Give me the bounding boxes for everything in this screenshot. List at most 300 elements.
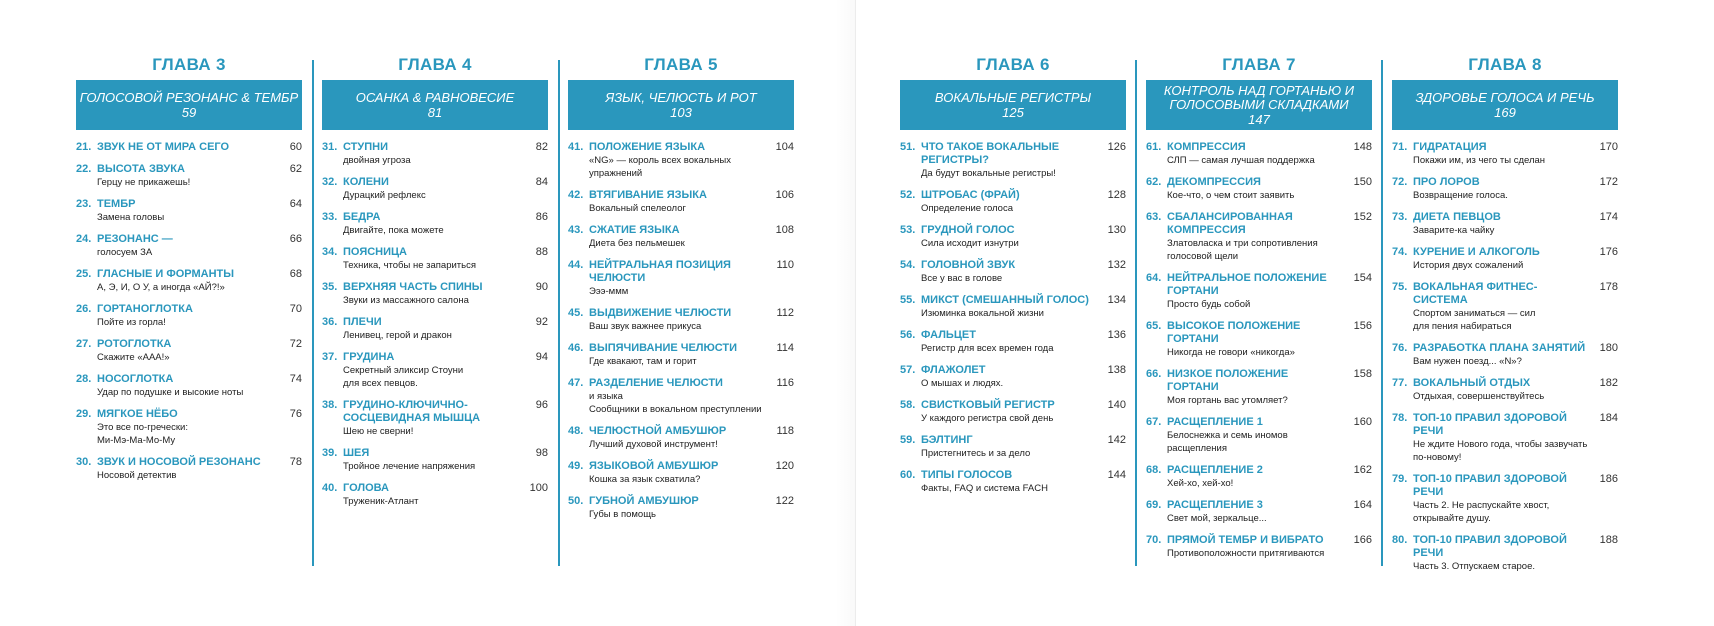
toc-entry-number: 35. — [322, 281, 338, 293]
toc-entry-number: 67. — [1146, 416, 1162, 428]
toc-entry-heading — [1392, 141, 1588, 154]
toc-entry[interactable] — [322, 246, 548, 272]
toc-entry-subtitle: Тройное лечение напряжения — [343, 461, 476, 472]
toc-entry[interactable] — [568, 495, 794, 521]
toc-entry-subtitle: Пристегнитесь и за дело — [921, 448, 1031, 459]
toc-entry-subtitle: двойная угроза — [343, 155, 411, 166]
toc-entry-subtitle: Сообщники в вокальном преступлении — [589, 404, 762, 415]
toc-entry[interactable] — [900, 259, 1126, 285]
toc-entry[interactable] — [322, 141, 548, 167]
toc-entry-number: 42. — [568, 189, 584, 201]
toc-entry-heading — [76, 163, 272, 176]
toc-entry-title: РАЗРАБОТКА ПЛАНА ЗАНЯТИЙ — [1413, 342, 1586, 354]
toc-entry[interactable] — [568, 460, 794, 486]
toc-entry-heading — [1146, 368, 1342, 394]
toc-entry-subtitle: Кошка за язык схватила? — [589, 474, 701, 485]
toc-entry-number: 30. — [76, 456, 92, 468]
toc-entry-subtitle: Никогда не говори «никогда» — [1167, 347, 1295, 358]
toc-entry-number: 74. — [1392, 246, 1408, 258]
toc-entry-page: 180 — [1599, 342, 1618, 354]
toc-entry-title: БЕДРА — [343, 211, 381, 223]
toc-entry-title: ГОЛОВНОЙ ЗВУК — [921, 259, 1016, 271]
toc-entry-number: 46. — [568, 342, 584, 354]
toc-entry-title: ЗВУК НЕ ОТ МИРА СЕГО — [97, 141, 230, 153]
chapter-page-number: 103 — [670, 104, 692, 120]
chapter-name: ЗДОРОВЬЕ ГОЛОСА И РЕЧЬ — [1415, 89, 1595, 105]
toc-entry[interactable] — [1392, 176, 1618, 202]
toc-entry[interactable] — [568, 425, 794, 451]
toc-entry-title: НОСОГЛОТКА — [97, 373, 174, 385]
toc-entry-subtitle: Эээ-ммм — [589, 286, 629, 297]
toc-entry-title: ГОРТАНОГЛОТКА — [97, 303, 193, 315]
column-divider — [1381, 60, 1383, 566]
toc-entry-subtitle: по-новому! — [1413, 452, 1462, 463]
toc-entry-number: 77. — [1392, 377, 1408, 389]
toc-entry-subtitle: Изюминка вокальной жизни — [921, 308, 1044, 319]
toc-entry-title: МИКСТ (СМЕШАННЫЙ ГОЛОС) — [921, 294, 1089, 306]
toc-entry-heading — [900, 469, 1096, 482]
toc-entry[interactable] — [568, 307, 794, 333]
toc-entry[interactable] — [1392, 377, 1618, 403]
toc-entry-number: 76. — [1392, 342, 1408, 354]
toc-entry[interactable] — [900, 399, 1126, 425]
toc-entry-page: 156 — [1353, 320, 1372, 332]
toc-entry-title: РАЗДЕЛЕНИЕ ЧЕЛЮСТИ — [589, 377, 723, 389]
toc-entry-page: 94 — [535, 351, 548, 363]
toc-entry[interactable] — [322, 281, 548, 307]
toc-entry[interactable] — [1146, 499, 1372, 525]
toc-entry[interactable] — [322, 316, 548, 342]
toc-entry-heading — [568, 460, 764, 473]
toc-entry-title: ПРЯМОЙ ТЕМБР И ВИБРАТО — [1167, 534, 1324, 546]
toc-entry-number: 21. — [76, 141, 92, 153]
toc-entry-number: 23. — [76, 198, 92, 210]
toc-entry-subtitle: История двух сожалений — [1413, 260, 1524, 271]
toc-entry-heading — [1146, 176, 1342, 189]
toc-entry[interactable] — [900, 189, 1126, 215]
toc-entry-page: 140 — [1107, 399, 1126, 411]
toc-entry-title: ВЫСОКОЕ ПОЛОЖЕНИЕ ГОРТАНИ — [1167, 320, 1301, 345]
toc-entry-list — [900, 141, 1126, 495]
chapter-header-box — [568, 80, 794, 130]
toc-entry-heading — [900, 364, 1096, 377]
toc-entry-heading — [568, 425, 764, 438]
toc-entry-number: 25. — [76, 268, 92, 280]
toc-entry-page: 158 — [1353, 368, 1372, 380]
toc-entry-title: ВЫДВИЖЕНИЕ ЧЕЛЮСТИ — [589, 307, 732, 319]
toc-entry-heading — [568, 224, 764, 237]
toc-entry[interactable] — [76, 141, 302, 154]
toc-entry-title: ФАЛЬЦЕТ — [921, 329, 976, 341]
toc-entry-heading — [900, 141, 1096, 167]
toc-entry-number: 39. — [322, 447, 338, 459]
toc-entry-page: 60 — [289, 141, 302, 153]
chapter-header-box — [322, 80, 548, 130]
toc-entry-title: ГИДРАТАЦИЯ — [1413, 141, 1487, 153]
toc-entry[interactable] — [322, 211, 548, 237]
toc-entry-heading — [568, 495, 764, 508]
toc-entry-subtitle: Секретный эликсир Стоуни — [343, 365, 464, 376]
toc-entry[interactable] — [322, 447, 548, 473]
toc-entry-title: ВОКАЛЬНАЯ ФИТНЕС-СИСТЕМА — [1413, 281, 1538, 306]
toc-entry[interactable] — [568, 259, 794, 298]
toc-entry-title: БЭЛТИНГ — [921, 434, 973, 446]
toc-entry-title: РОТОГЛОТКА — [97, 338, 172, 350]
toc-entry[interactable] — [76, 456, 302, 482]
toc-entry-subtitle: Все у вас в голове — [921, 273, 1003, 284]
chapter-column — [322, 52, 548, 517]
toc-entry-page: 106 — [775, 189, 794, 201]
toc-entry-subtitle: Вокальный спелеолог — [589, 203, 686, 214]
toc-entry-title: ВЫПЯЧИВАНИЕ ЧЕЛЮСТИ — [589, 342, 738, 354]
toc-entry-subtitle: для пения набираться — [1413, 321, 1512, 332]
toc-entry-page: 174 — [1599, 211, 1618, 223]
toc-entry[interactable] — [1146, 211, 1372, 263]
toc-entry-subtitle: Просто будь собой — [1167, 299, 1251, 310]
toc-entry-heading — [1146, 416, 1342, 429]
toc-entry-subtitle: Скажите «ААА!» — [97, 352, 170, 363]
toc-entry-number: 63. — [1146, 211, 1162, 223]
toc-entry-subtitle: Диета без пельмешек — [589, 238, 685, 249]
toc-entry-number: 57. — [900, 364, 916, 376]
toc-entry-page: 72 — [289, 338, 302, 350]
toc-entry-subtitle: открывайте душу. — [1413, 513, 1491, 524]
toc-entry-number: 26. — [76, 303, 92, 315]
chapter-label: ГЛАВА 6 — [976, 55, 1050, 74]
toc-entry-heading — [568, 377, 764, 390]
toc-entry-subtitle: Ваш звук важнее прикуса — [589, 321, 702, 332]
toc-entry-heading — [568, 307, 764, 320]
toc-entry[interactable] — [322, 351, 548, 390]
chapter-page-number: 125 — [1002, 104, 1024, 120]
toc-entry-title: ПЛЕЧИ — [343, 316, 382, 328]
toc-entry-number: 70. — [1146, 534, 1162, 546]
toc-entry-page: 172 — [1599, 176, 1618, 188]
toc-entry-title: ТОП-10 ПРАВИЛ ЗДОРОВОЙ РЕЧИ — [1413, 473, 1567, 498]
toc-entry-heading — [1392, 281, 1588, 307]
toc-entry-heading — [568, 189, 764, 202]
toc-entry-page: 142 — [1107, 434, 1126, 446]
toc-entry-heading — [1146, 320, 1342, 346]
toc-entry-page: 76 — [289, 408, 302, 420]
toc-entry-title: ЧЕЛЮСТНОЙ АМБУШЮР — [589, 425, 727, 437]
toc-entry-title: ДИЕТА ПЕВЦОВ — [1413, 211, 1501, 223]
toc-entry[interactable] — [568, 342, 794, 368]
toc-entry-subtitle: Заварите-ка чайку — [1413, 225, 1495, 236]
toc-entry-heading — [1392, 211, 1588, 224]
toc-entry-list — [322, 141, 548, 508]
toc-entry[interactable] — [1146, 416, 1372, 455]
toc-entry-page: 170 — [1599, 141, 1618, 153]
chapter-header-box — [76, 80, 302, 130]
toc-entry-title: ВЕРХНЯЯ ЧАСТЬ СПИНЫ — [343, 281, 483, 293]
toc-entry-heading — [322, 281, 518, 294]
toc-entry-page: 82 — [535, 141, 548, 153]
toc-entry-page: 64 — [289, 198, 302, 210]
toc-entry-subtitle: Пойте из горла! — [97, 317, 166, 328]
toc-entry-number: 71. — [1392, 141, 1408, 153]
chapter-header-box — [1392, 80, 1618, 130]
toc-entry-subtitle: для всех певцов. — [343, 378, 418, 389]
toc-entry-subtitle: Отдыхая, совершенствуйтесь — [1413, 391, 1545, 402]
toc-entry-heading — [568, 342, 764, 355]
toc-entry-number: 36. — [322, 316, 338, 328]
toc-entry[interactable] — [1392, 211, 1618, 237]
toc-entry-heading — [1392, 377, 1588, 390]
chapter-label: ГЛАВА 7 — [1222, 55, 1296, 74]
toc-entry[interactable] — [1392, 141, 1618, 167]
toc-entry-number: 38. — [322, 399, 338, 411]
toc-entry-subtitle: СЛП — самая лучшая поддержка — [1167, 155, 1315, 166]
toc-entry-title: МЯГКОЕ НЁБО — [97, 408, 178, 420]
toc-entry[interactable] — [76, 233, 302, 259]
toc-entry-number: 53. — [900, 224, 916, 236]
chapter-name: ЯЗЫК, ЧЕЛЮСТЬ И РОТ — [605, 89, 757, 105]
toc-entry-heading — [1392, 473, 1588, 499]
toc-entry-page: 186 — [1599, 473, 1618, 485]
chapter-header-box — [1146, 80, 1372, 130]
toc-entry-page: 74 — [289, 373, 302, 385]
toc-entry-page: 100 — [529, 482, 548, 494]
toc-entry[interactable] — [1392, 246, 1618, 272]
toc-entry-subtitle: и языка — [589, 391, 623, 402]
toc-entry[interactable] — [900, 141, 1126, 180]
toc-entry-page: 92 — [535, 316, 548, 328]
toc-entry-subtitle: Двигайте, пока можете — [343, 225, 444, 236]
toc-entry-number: 75. — [1392, 281, 1408, 293]
toc-entry-number: 68. — [1146, 464, 1162, 476]
toc-entry-number: 47. — [568, 377, 584, 389]
toc-entry[interactable] — [568, 141, 794, 180]
toc-entry[interactable] — [568, 377, 794, 416]
toc-entry-number: 48. — [568, 425, 584, 437]
toc-entry-subtitle: Труженик-Атлант — [343, 496, 419, 507]
toc-entry[interactable] — [76, 338, 302, 364]
toc-entry-title: КОМПРЕССИЯ — [1167, 141, 1246, 153]
toc-entry-subtitle: Белоснежка и семь иномов расщепления — [1167, 430, 1288, 454]
toc-entry-heading — [900, 294, 1096, 307]
toc-entry-subtitle: Моя гортань вас утомляет? — [1167, 395, 1288, 406]
toc-entry-heading — [322, 351, 518, 364]
toc-entry-number: 34. — [322, 246, 338, 258]
toc-entry[interactable] — [322, 176, 548, 202]
toc-entry-page: 182 — [1599, 377, 1618, 389]
toc-entry[interactable] — [1392, 473, 1618, 525]
toc-entry-title: ГОЛОВА — [343, 482, 389, 494]
toc-entry[interactable] — [76, 303, 302, 329]
toc-entry-number: 24. — [76, 233, 92, 245]
toc-entry-title: ГЛАСНЫЕ И ФОРМАНТЫ — [97, 268, 235, 280]
toc-entry-heading — [1146, 141, 1342, 154]
chapter-name: ГОЛОСОВОЙ РЕЗОНАНС & ТЕМБР — [79, 89, 299, 105]
toc-entry-subtitle: Носовой детектив — [97, 470, 177, 481]
chapter-name: ВОКАЛЬНЫЕ РЕГИСТРЫ — [934, 89, 1092, 105]
toc-entry-list — [1146, 141, 1372, 560]
column-divider — [558, 60, 560, 566]
toc-entry-title: ТОП-10 ПРАВИЛ ЗДОРОВОЙ РЕЧИ — [1413, 412, 1567, 437]
toc-entry[interactable] — [1392, 534, 1618, 573]
toc-entry-title: ЯЗЫКОВОЙ АМБУШЮР — [589, 460, 719, 472]
toc-entry-heading — [322, 316, 518, 329]
toc-entry-number: 61. — [1146, 141, 1162, 153]
toc-entry-page: 166 — [1353, 534, 1372, 546]
toc-entry-heading — [322, 141, 518, 154]
toc-entry-subtitle: А, Э, И, О У, а иногда «АЙ?!» — [97, 282, 225, 293]
toc-entry[interactable] — [1146, 141, 1372, 167]
toc-entry-subtitle: Часть 2. Не распускайте хвост, — [1413, 500, 1550, 511]
column-divider — [1135, 60, 1137, 566]
toc-entry-title: ГРУДИНО-КЛЮЧИЧНО-СОСЦЕВИДНАЯ МЫШЦА — [343, 399, 481, 424]
toc-entry-heading — [1392, 534, 1588, 560]
toc-entry[interactable] — [1392, 281, 1618, 333]
toc-entry-number: 54. — [900, 259, 916, 271]
toc-entry-heading — [76, 198, 272, 211]
toc-entry-title: КОЛЕНИ — [343, 176, 389, 188]
toc-entry-title: НИЗКОЕ ПОЛОЖЕНИЕ ГОРТАНИ — [1167, 368, 1289, 393]
toc-entry-page: 120 — [775, 460, 794, 472]
toc-entry[interactable] — [900, 469, 1126, 495]
toc-entry[interactable] — [1392, 342, 1618, 368]
toc-entry[interactable] — [568, 189, 794, 215]
toc-entry-number: 58. — [900, 399, 916, 411]
toc-entry-page: 118 — [776, 425, 794, 437]
toc-entry[interactable] — [1146, 176, 1372, 202]
toc-entry-title: РАСЩЕПЛЕНИЕ 3 — [1167, 499, 1263, 511]
toc-entry[interactable] — [1146, 534, 1372, 560]
toc-entry-number: 52. — [900, 189, 916, 201]
toc-entry-heading — [322, 246, 518, 259]
toc-entry[interactable] — [1146, 464, 1372, 490]
toc-entry[interactable] — [322, 399, 548, 438]
toc-entry[interactable] — [76, 198, 302, 224]
toc-entry-title: РЕЗОНАНС — — [97, 233, 173, 245]
toc-entry-number: 27. — [76, 338, 92, 350]
toc-entry-number: 80. — [1392, 534, 1408, 546]
toc-entry-title: ЗВУК И НОСОВОЙ РЕЗОНАНС — [97, 456, 261, 468]
toc-entry-subtitle: упражнений — [589, 168, 643, 179]
toc-entry-number: 73. — [1392, 211, 1408, 223]
toc-entry-heading — [76, 141, 272, 154]
toc-entry-subtitle: Техника, чтобы не запариться — [343, 260, 476, 271]
toc-entry-heading — [1392, 246, 1588, 259]
toc-entry-heading — [1146, 499, 1342, 512]
toc-entry[interactable] — [76, 408, 302, 447]
toc-entry-title: ФЛАЖОЛЕТ — [921, 364, 986, 376]
toc-entry-subtitle: Губы в помощь — [589, 509, 656, 520]
toc-entry-subtitle: Не ждите Нового года, чтобы зазвучать — [1413, 439, 1588, 450]
toc-entry[interactable] — [1146, 320, 1372, 359]
toc-entry-subtitle: Покажи им, из чего ты сделан — [1413, 155, 1546, 166]
toc-entry[interactable] — [76, 373, 302, 399]
toc-entry-title: КУРЕНИЕ И АЛКОГОЛЬ — [1413, 246, 1540, 258]
toc-entry-number: 59. — [900, 434, 916, 446]
toc-entry-heading — [1392, 176, 1588, 189]
toc-entry-heading — [900, 329, 1096, 342]
toc-entry-number: 60. — [900, 469, 916, 481]
toc-entry-number: 50. — [568, 495, 584, 507]
toc-entry-subtitle: Ми-Мэ-Ма-Мо-Му — [97, 435, 176, 446]
toc-entry-title: ГРУДНОЙ ГОЛОС — [921, 224, 1015, 236]
toc-entry-page: 178 — [1599, 281, 1618, 293]
column-divider — [312, 60, 314, 566]
toc-entry[interactable] — [568, 224, 794, 250]
toc-entry-number: 29. — [76, 408, 92, 420]
toc-entry-title: ГРУДИНА — [343, 351, 395, 363]
toc-entry[interactable] — [900, 294, 1126, 320]
toc-entry-subtitle: Факты, FAQ и система FACH — [921, 483, 1048, 494]
toc-entry[interactable] — [900, 224, 1126, 250]
toc-entry[interactable] — [1146, 272, 1372, 311]
toc-entry-page: 162 — [1353, 464, 1372, 476]
toc-entry-page: 150 — [1353, 176, 1372, 188]
toc-entry-page: 78 — [289, 456, 302, 468]
toc-entry-subtitle: «NG» — король всех вокальных — [589, 155, 731, 166]
toc-entry[interactable] — [1392, 412, 1618, 464]
toc-entry-heading — [568, 259, 764, 285]
toc-entry-title: ШТРОБАС (ФРАЙ) — [921, 189, 1020, 201]
chapter-page-number: 147 — [1248, 111, 1270, 127]
toc-entry-page: 184 — [1599, 412, 1618, 424]
toc-entry-page: 136 — [1107, 329, 1126, 341]
toc-entry[interactable] — [76, 268, 302, 294]
toc-entry-page: 148 — [1353, 141, 1372, 153]
chapter-page-number: 59 — [181, 104, 197, 120]
chapter-page-number: 169 — [1494, 104, 1516, 120]
toc-entry-title: ЧТО ТАКОЕ ВОКАЛЬНЫЕ РЕГИСТРЫ? — [921, 141, 1060, 166]
toc-entry-page: 128 — [1107, 189, 1126, 201]
toc-entry-number: 72. — [1392, 176, 1408, 188]
toc-entry-subtitle: Это все по-гречески: — [97, 422, 189, 433]
toc-entry-subtitle: Удар по подушке и высокие ноты — [97, 387, 244, 398]
toc-entry[interactable] — [1146, 368, 1372, 407]
chapter-column — [568, 52, 794, 530]
toc-entry-title: СТУПНИ — [343, 141, 388, 153]
toc-entry-subtitle: Ленивец, герой и дракон — [343, 330, 452, 341]
toc-entry-subtitle: Спортом заниматься — сил — [1413, 308, 1536, 319]
toc-entry-page: 138 — [1107, 364, 1126, 376]
toc-entry-page: 160 — [1353, 416, 1372, 428]
toc-entry-page: 90 — [535, 281, 548, 293]
toc-entry-number: 64. — [1146, 272, 1162, 284]
toc-entry[interactable] — [76, 163, 302, 189]
toc-entry[interactable] — [900, 364, 1126, 390]
toc-entry-title: ТОП-10 ПРАВИЛ ЗДОРОВОЙ РЕЧИ — [1413, 534, 1567, 559]
toc-entry-heading — [76, 303, 272, 316]
toc-entry-heading — [900, 434, 1096, 447]
toc-entry[interactable] — [900, 329, 1126, 355]
toc-entry-subtitle: голосовой щели — [1167, 251, 1239, 262]
chapter-label: ГЛАВА 8 — [1468, 55, 1542, 74]
toc-entry-page: 176 — [1599, 246, 1618, 258]
toc-entry-subtitle: Златовласка и три сопротивления — [1167, 238, 1318, 249]
toc-entry-page: 188 — [1599, 534, 1618, 546]
toc-entry[interactable] — [900, 434, 1126, 460]
toc-entry-number: 62. — [1146, 176, 1162, 188]
toc-entry-title: СВИСТКОВЫЙ РЕГИСТР — [921, 399, 1055, 411]
toc-entry[interactable] — [322, 482, 548, 508]
toc-entry-number: 37. — [322, 351, 338, 363]
toc-entry-number: 66. — [1146, 368, 1162, 380]
toc-entry-title: ТЕМБР — [97, 198, 136, 210]
toc-entry-list — [76, 141, 302, 482]
toc-entry-page: 152 — [1353, 211, 1372, 223]
toc-entry-page: 70 — [289, 303, 302, 315]
toc-entry-heading — [568, 141, 764, 154]
chapter-header-box — [900, 80, 1126, 130]
toc-entry-heading — [1146, 211, 1342, 237]
toc-entry-title: СЖАТИЕ ЯЗЫКА — [589, 224, 680, 236]
toc-entry-title: ШЕЯ — [343, 447, 370, 459]
